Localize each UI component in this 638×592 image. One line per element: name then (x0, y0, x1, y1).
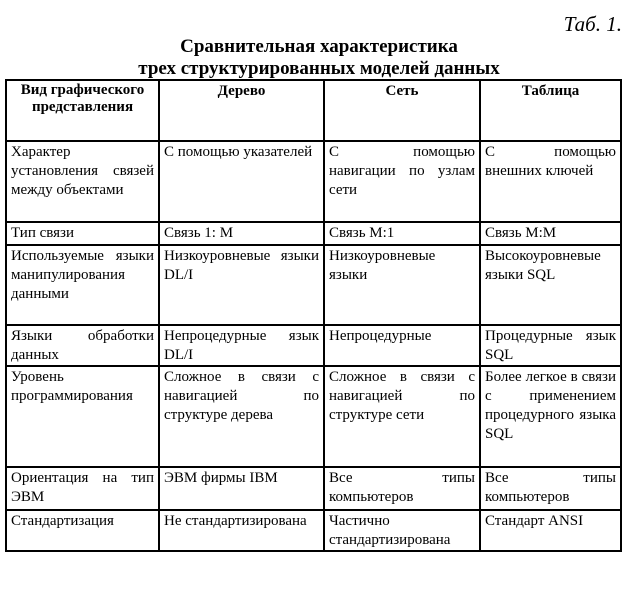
table-row (6, 325, 621, 366)
row-label-computer-orientation: Ориентация на тип ЭВМ (6, 467, 159, 510)
row-label-link-mechanism: Характер установления связей между объектами (6, 141, 159, 222)
cell-table: Процедурные язык SQL (480, 325, 621, 366)
table-row (6, 366, 621, 467)
row-label-processing-languages: Языки обработки данных (6, 325, 159, 366)
row-label-standardization: Стандартизация (6, 510, 159, 551)
header-tree: Дерево (159, 80, 324, 141)
cell-table: Стандарт ANSI (480, 510, 621, 551)
row-label-dml: Используемые языки манипулирования данными (6, 245, 159, 325)
row-label-programming-level: Уровень программирования (6, 366, 159, 467)
table-row (6, 222, 621, 245)
cell-network: Низкоуровневые языки (324, 245, 480, 325)
table-title-line-2: трех структурированных моделей данных (138, 58, 500, 79)
table-title-line-1: Сравнительная характеристика (180, 36, 458, 57)
cell-table: С помощью внешних ключей (480, 141, 621, 222)
cell-table: Высокоуровневые языки SQL (480, 245, 621, 325)
table-title (0, 36, 638, 80)
cell-network: Частично стандартизирована (324, 510, 480, 551)
header-table: Таблица (480, 80, 621, 141)
cell-network: Сложное в связи с навигацией по структуре сети (324, 366, 480, 467)
cell-table: Более легкое в связи с применением процедурного языка SQL (480, 366, 621, 467)
cell-tree: Связь 1: М (159, 222, 324, 245)
cell-tree: Непроцедурные язык DL/I (159, 325, 324, 366)
cell-network: С помощью навигации по узлам сети (324, 141, 480, 222)
cell-tree: Низкоуровневые языки DL/I (159, 245, 324, 325)
cell-tree: С помощью указателей (159, 141, 324, 222)
table-row (6, 245, 621, 325)
cell-network: Связь М:1 (324, 222, 480, 245)
cell-table: Связь М:М (480, 222, 621, 245)
comparison-table (5, 79, 622, 552)
cell-network: Все типы компьютеров (324, 467, 480, 510)
cell-tree: ЭВМ фирмы IBM (159, 467, 324, 510)
cell-network: Непроцедурные (324, 325, 480, 366)
cell-tree: Сложное в связи с навигацией по структуре дерева (159, 366, 324, 467)
table-row (6, 467, 621, 510)
table-row (6, 141, 621, 222)
table-row (6, 510, 621, 551)
row-label-link-type: Тип связи (6, 222, 159, 245)
header-representation-type: Вид графического представления (6, 80, 159, 141)
cell-table: Все типы компьютеров (480, 467, 621, 510)
cell-tree: Не стандартизирована (159, 510, 324, 551)
header-network: Сеть (324, 80, 480, 141)
table-number-label: Таб. 1. (563, 12, 622, 36)
header-row (6, 80, 621, 141)
